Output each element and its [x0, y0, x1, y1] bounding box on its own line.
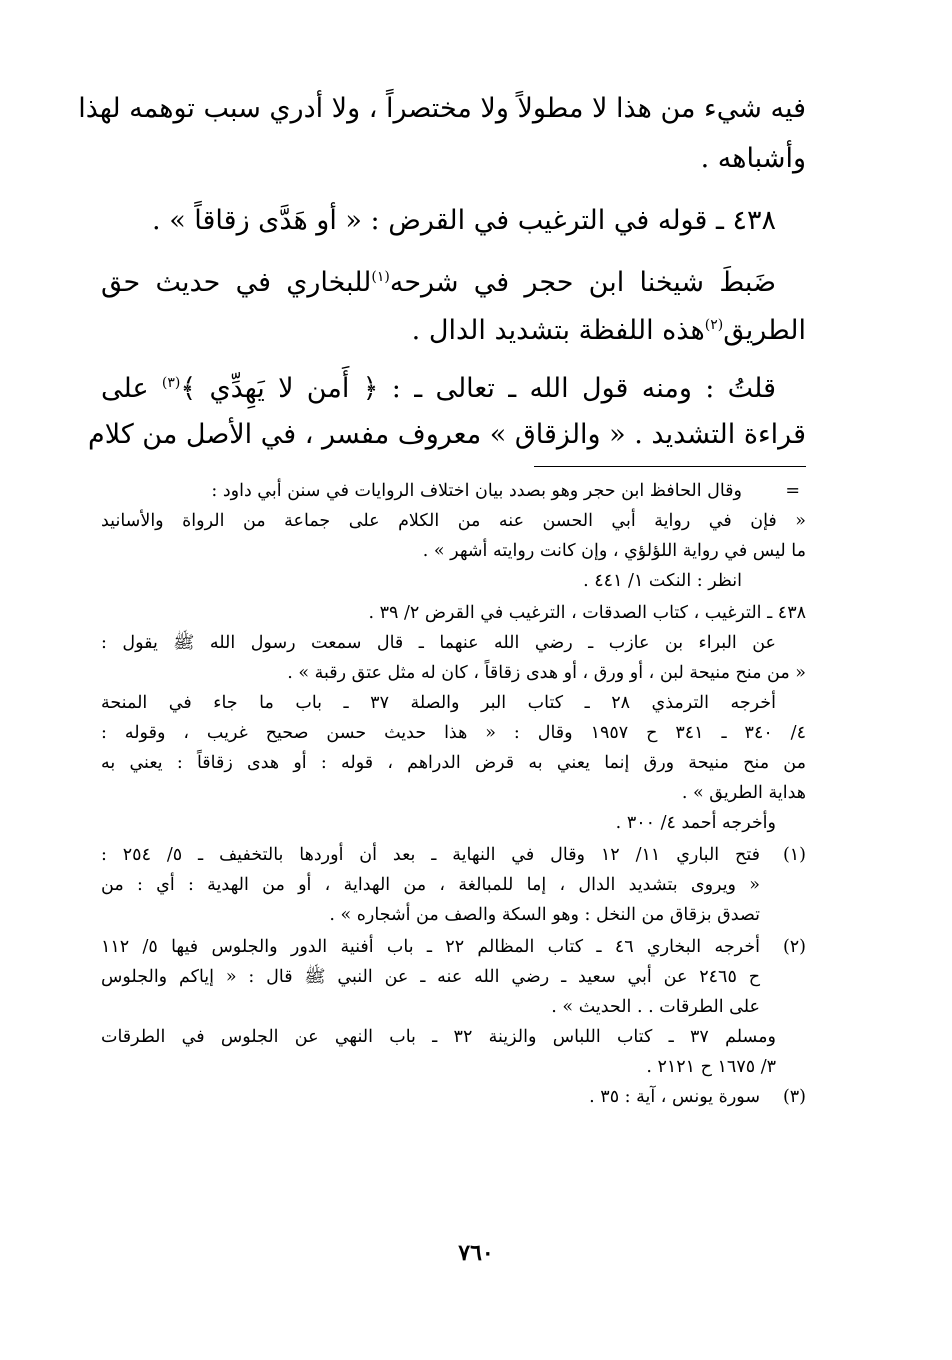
body-text: على [101, 373, 149, 404]
footnote-separator [534, 466, 806, 467]
body-line: فيه شيء من هذا لا مطولاً ولا مختصراً ، ولا أدري سبب توهمه لهذا [78, 93, 806, 124]
footnote-line: وقال الحافظ ابن حجر وهو بصدد بيان اختلاف الروايات في سنن أبي داود : [211, 481, 742, 501]
footnote-438-title: ٤٣٨ ـ الترغيب ، كتاب الصدقات ، الترغيب في القرض ٢/ ٣٩ . [368, 603, 806, 623]
footnote-ref[interactable]: (٣) [161, 375, 181, 391]
body-line [101, 260, 776, 306]
footnote-line: أخرجه الترمذي ٢٨ ـ كتاب البر والصلة ٣٧ ـ باب ما جاء في المنحة [101, 693, 776, 713]
footnote-line: ومسلم ٣٧ ـ كتاب اللباس والزينة ٣٢ ـ باب النهي عن الجلوس في الطرقات [101, 1027, 776, 1047]
footnote-ref[interactable]: (١) [371, 269, 390, 285]
entry-heading-438: ٤٣٨ ـ قوله في الترغيب في القرض : « أو هَدَّى زقاقاً » . [152, 205, 776, 236]
body-text: هذه اللفظة بتشديد الدال . [411, 315, 705, 346]
footnote-line: « فإن في رواية أبي الحسن عنه من الكلام على جماعة من الرواة والأسانيد [101, 511, 806, 531]
footnote-line: على الطرقات . . الحديث » . [551, 997, 760, 1017]
footnote-line: عن البراء بن عازب ـ رضي الله عنهما ـ قال سمعت رسول الله ﷺ يقول : [101, 633, 776, 653]
body-text: الطريق [723, 315, 806, 346]
footnote-line: من منح منيحة ورق إنما يعني به قرض الدراهم ، قوله : أو هدى زقاقاً : يعني به [101, 753, 806, 773]
page-number: ٧٦٠ [458, 1240, 494, 1266]
body-text: للبخاري في حديث حق [101, 267, 372, 298]
body-text: قلتُ : ومنه قول الله ـ تعالى ـ : ﴿ أَمن لا يَهِدِّي ﴾ [180, 373, 776, 404]
footnote-line: سورة يونس ، آية : ٣٥ . [589, 1087, 760, 1107]
footnote-line: ح ٢٤٦٥ عن أبي سعيد ـ رضي الله عنه ـ عن النبي ﷺ قال : « إياكم والجلوس [101, 967, 761, 987]
body-line: وأشباهه . [700, 143, 806, 174]
footnote-ref[interactable]: (٢) [704, 317, 724, 333]
footnote-line: أخرجه البخاري ٤٦ ـ كتاب المظالم ٢٢ ـ باب أفنية الدور والجلوس فيها ٥/ ١١٢ [101, 937, 760, 957]
footnote-line: تصدق بزقاق من النخل : وهو السكة والصف من أشجاره » . [329, 905, 760, 925]
body-line [101, 308, 806, 354]
continuation-marker: = [785, 481, 800, 501]
footnote-number: (٢) [782, 937, 806, 957]
footnote-line: « ويروى بتشديد الدال ، إما للمبالغة ، من الهداية ، أو من الهدية : أي : من [101, 875, 760, 895]
footnote-line: انظر : النكت ١/ ٤٤١ . [583, 571, 742, 591]
footnote-line: ٣/ ١٦٧٥ ح ٢١٢١ . [646, 1057, 776, 1077]
footnote-line: فتح الباري ١١/ ١٢ وقال في النهاية ـ بعد أن أوردها بالتخفيف ـ ٥/ ٢٥٤ : [101, 845, 760, 865]
footnote-line: « من منح منيحة لبن ، أو ورق ، أو هدى زقاقاً ، كان له مثل عتق رقبة » . [287, 663, 806, 683]
footnote-line: هداية الطريق » . [681, 783, 806, 803]
footnote-line: ٤/ ٣٤٠ ـ ٣٤١ ح ١٩٥٧ وقال : « هذا حديث حسن صحيح غريب ، وقوله : [101, 723, 806, 743]
footnote-number: (١) [782, 845, 806, 865]
body-text: ضَبطَ شيخنا ابن حجر في شرحه [389, 267, 776, 298]
body-line: قراءة التشديد . « والزقاق » معروف مفسر ، في الأصل من كلام [88, 419, 806, 450]
footnote-line: وأخرجه أحمد ٤/ ٣٠٠ . [615, 813, 776, 833]
footnote-number: (٣) [782, 1087, 806, 1107]
footnote-line: ما ليس في رواية اللؤلؤي ، وإن كانت روايته أشهر » . [422, 541, 806, 561]
body-line [101, 366, 776, 412]
